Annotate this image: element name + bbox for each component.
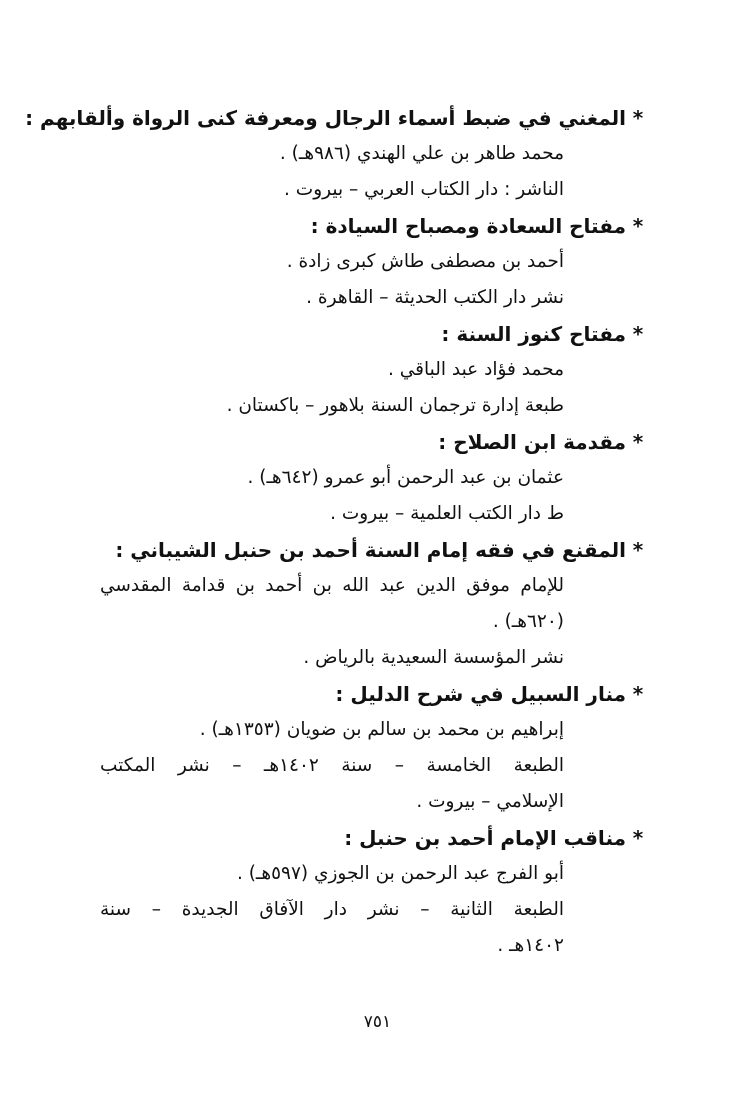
entry-title: [100, 316, 650, 352]
entry-publisher: نشر دار الكتب الحديثة – القاهرة .: [306, 287, 564, 308]
bibliography-entry: [100, 532, 650, 676]
page-number: ٧٥١: [363, 1012, 392, 1032]
entry-author: عثمان بن عبد الرحمن أبو عمرو (٦٤٢هـ) .: [247, 467, 564, 488]
entry-title: [100, 424, 650, 460]
entry-publisher-continued: الإسلامي – بيروت .: [416, 791, 564, 812]
entry-title-text: مفتاح السعادة ومصباح السيادة :: [310, 214, 626, 238]
bibliography-entry: [100, 424, 650, 532]
bibliography-list: [25, 100, 650, 964]
bullet-icon: *: [632, 826, 644, 850]
entry-title: [100, 208, 650, 244]
entry-title-text: مفتاح كنوز السنة :: [441, 322, 626, 346]
entry-publisher: نشر المؤسسة السعيدية بالرياض .: [303, 647, 564, 668]
entry-title-text: المغني في ضبط أسماء الرجال ومعرفة كنى الرواة وألقابهم :: [25, 106, 626, 130]
entry-author: أبو الفرج عبد الرحمن بن الجوزي (٥٩٧هـ) .: [236, 863, 564, 884]
entry-publisher-continued: ١٤٠٢هـ .: [497, 935, 564, 956]
bullet-icon: *: [632, 214, 644, 238]
entry-title-text: منار السبيل في شرح الدليل :: [335, 682, 626, 706]
bullet-icon: *: [632, 430, 644, 454]
entry-title: [25, 100, 650, 136]
entry-title-text: المقنع في فقه إمام السنة أحمد بن حنبل الشيباني :: [115, 538, 626, 562]
entry-title-text: مناقب الإمام أحمد بن حنبل :: [344, 826, 626, 850]
entry-author: محمد فؤاد عبد الباقي .: [387, 359, 564, 380]
entry-author: محمد طاهر بن علي الهندي (٩٨٦هـ) .: [279, 143, 564, 164]
bullet-icon: *: [632, 682, 644, 706]
entry-publisher: الطبعة الثانية – نشر دار الآفاق الجديدة – سنة: [100, 899, 564, 920]
bullet-icon: *: [632, 538, 644, 562]
entry-author-continued: (٦٢٠هـ) .: [492, 611, 564, 632]
bibliography-entry: [100, 820, 650, 964]
bibliography-entry: [25, 100, 650, 208]
entry-title: [100, 676, 650, 712]
entry-author: أحمد بن مصطفى طاش كبرى زادة .: [286, 251, 564, 272]
entry-publisher: الطبعة الخامسة – سنة ١٤٠٢هـ – نشر المكتب: [100, 755, 564, 776]
entry-author: إبراهيم بن محمد بن سالم بن ضويان (١٣٥٣هـ) .: [199, 719, 564, 740]
entry-author: للإمام موفق الدين عبد الله بن أحمد بن قدامة المقدسي: [100, 575, 564, 596]
entry-publisher: ط دار الكتب العلمية – بيروت .: [330, 503, 564, 524]
entry-title-text: مقدمة ابن الصلاح :: [438, 430, 626, 454]
bullet-icon: *: [632, 322, 644, 346]
entry-publisher: طبعة إدارة ترجمان السنة بلاهور – باكستان .: [226, 395, 564, 416]
entry-title: [100, 820, 650, 856]
entry-title: [100, 532, 650, 568]
bullet-icon: *: [632, 106, 644, 130]
bibliography-entry: [100, 316, 650, 424]
bibliography-entry: [100, 208, 650, 316]
bibliography-entry: [100, 676, 650, 820]
entry-publisher: الناشر : دار الكتاب العربي – بيروت .: [284, 179, 564, 200]
